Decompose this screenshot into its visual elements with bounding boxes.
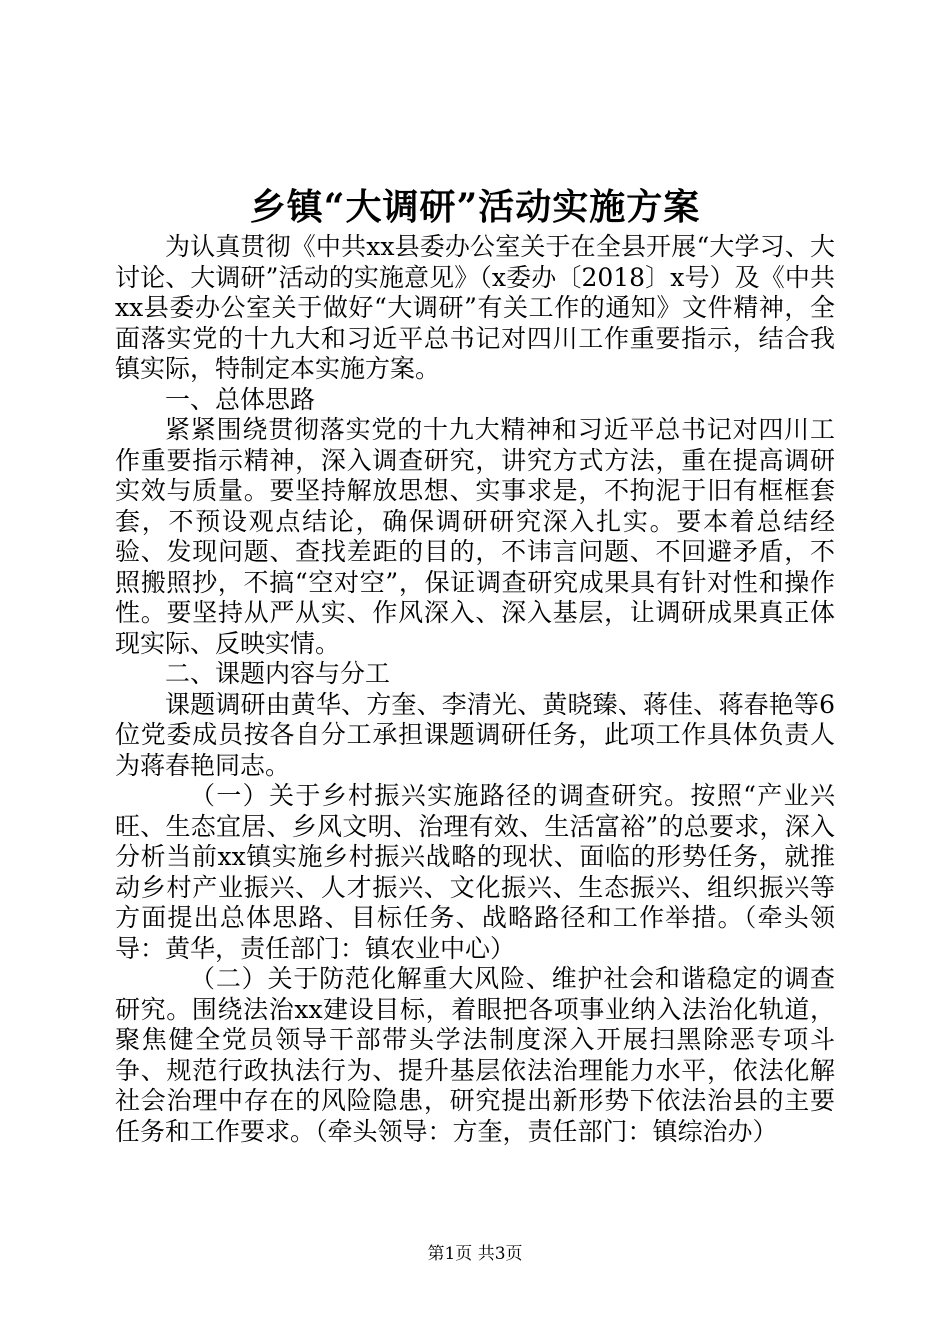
document-title: 乡镇“大调研”活动实施方案: [249, 186, 701, 228]
page-footer: 第1页 共3页: [427, 1244, 523, 1264]
section-paragraph-overall-approach: 紧紧围绕贯彻落实党的十九大精神和习近平总书记对四川工作重要指示精神，深入调查研究，讲究方式方法，重在提高调研实效与质量。要坚持解放思想、实事求是，不拘泥于旧有框框套套，不预设观点结论，确保调研研究深入扎实。要本着总结经验、发现问题、查找差距的目的，不讳言问题、不回避矛盾，不照搬照抄，不搞“空对空”，保证调查研究成果具有针对性和操作性。要坚持从严从实、作风深入、深入基层，让调研成果真正体现实际、反映实情。: [115, 415, 835, 658]
section-heading-topics-division: 二、课题内容与分工: [165, 659, 391, 688]
section-heading-overall-approach: 一、总体思路: [165, 384, 316, 414]
document-body: [115, 232, 835, 1147]
section-paragraph-topics-division: 课题调研由黄华、方奎、李清光、黄晓臻、蒋佳、蒋春艳等6位党委成员按各自分工承担课题调研任务，此项工作具体负责人为蒋春艳同志。: [115, 689, 835, 780]
topic-item-risk-prevention: （二）关于防范化解重大风险、维护社会和谐稳定的调查研究。围绕法治xx建设目标，着眼把各项事业纳入法治化轨道，聚焦健全党员领导干部带头学法制度深入开展扫黑除恶专项斗争、规范行政执法行为、提升基层依法治理能力水平，依法化解社会治理中存在的风险隐患，研究提出新形势下依法治县的主要任务和工作要求。（牵头领导：方奎，责任部门：镇综治办）: [115, 964, 835, 1146]
intro-paragraph: 为认真贯彻《中共xx县委办公室关于在全县开展“大学习、大讨论、大调研”活动的实施意见》（x委办〔2018〕x号）及《中共xx县委办公室关于做好“大调研”有关工作的通知》文件精神，全面落实党的十九大和习近平总书记对四川工作重要指示，结合我镇实际，特制定本实施方案。: [115, 232, 835, 383]
topic-item-rural-revitalization: （一）关于乡村振兴实施路径的调查研究。按照“产业兴旺、生态宜居、乡风文明、治理有效、生活富裕”的总要求，深入分析当前xx镇实施乡村振兴战略的现状、面临的形势任务，就推动乡村产业振兴、人才振兴、文化振兴、生态振兴、组织振兴等方面提出总体思路、目标任务、战略路径和工作举措。（牵头领导：黄华，责任部门：镇农业中心）: [115, 781, 835, 963]
